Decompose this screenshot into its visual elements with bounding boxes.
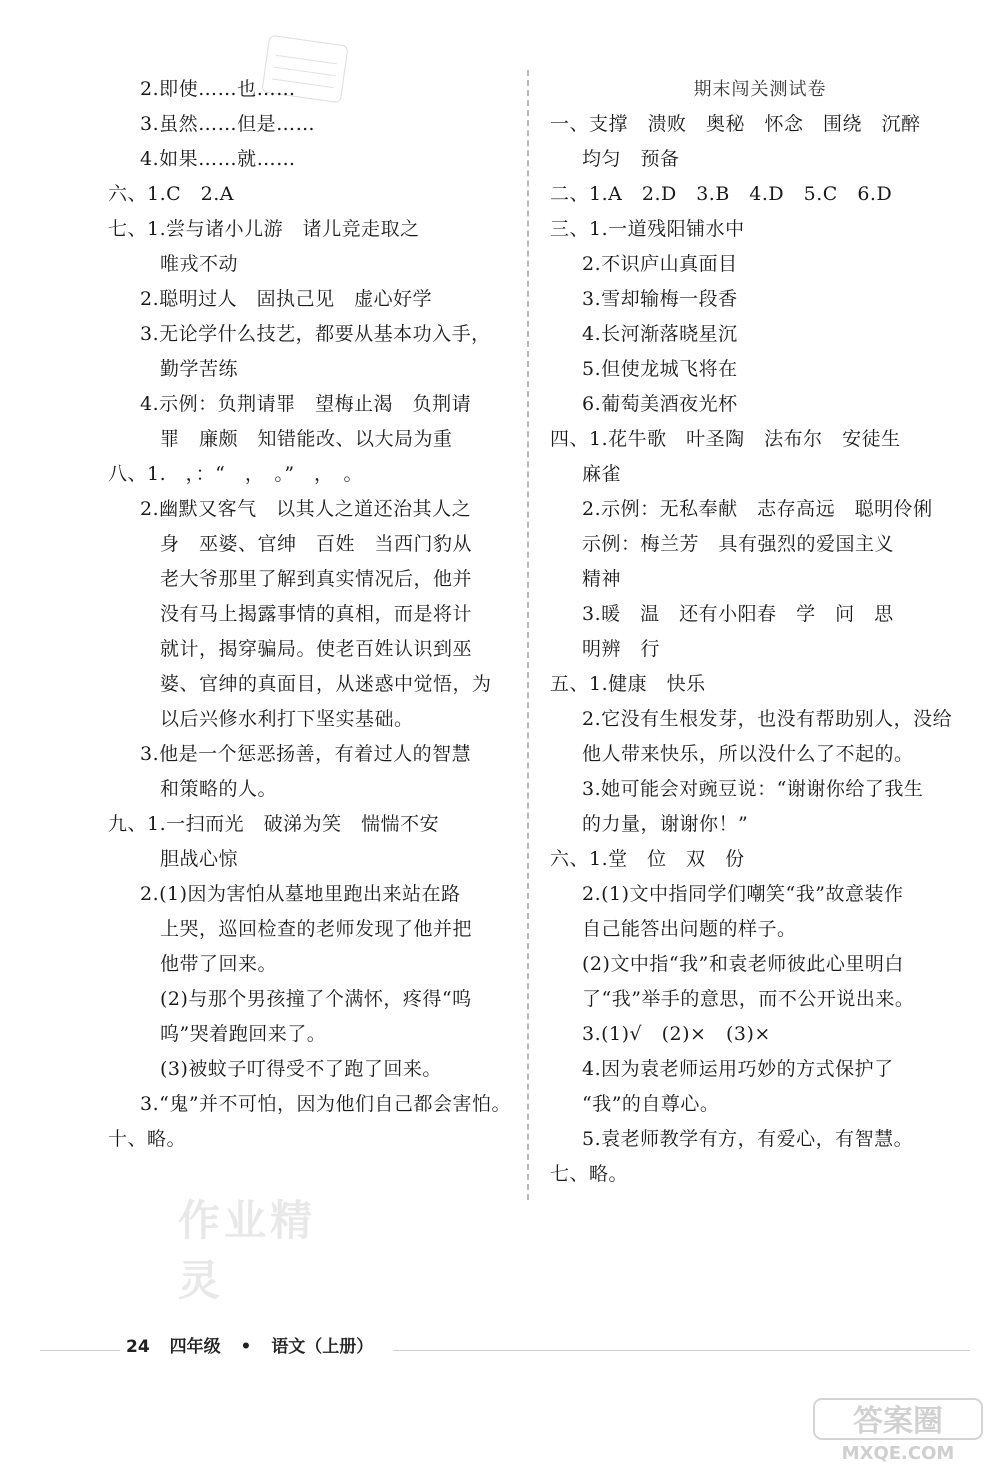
- right-answer-line: 一、支撑 溃败 奥秘 怀念 围绕 沉醉: [550, 113, 921, 135]
- left-answer-line: 勤学苦练: [160, 358, 239, 380]
- right-answer-line: 了“我”举手的意思，而不公开说出来。: [582, 988, 915, 1010]
- right-answer-line: 2.示例：无私奉献 志存高远 聪明伶俐: [582, 498, 933, 520]
- right-answer-line: 的力量，谢谢你！”: [582, 813, 749, 835]
- left-answer-line: 就计，揭穿骗局。使老百姓认识到巫: [160, 638, 473, 660]
- right-answer-line: 三、1.一道残阳铺水中: [550, 218, 745, 240]
- section-title: 期末闯关测试卷: [693, 79, 827, 100]
- left-answer-line: 他带了回来。: [160, 953, 278, 975]
- left-answer-line: 九、1.一扫而光 破涕为笑 惴惴不安: [108, 813, 440, 835]
- footer-label: [120, 1332, 393, 1357]
- right-answer-line: 麻雀: [582, 463, 622, 485]
- page-number: 24: [126, 1337, 150, 1357]
- left-answer-line: 4.示例：负荆请罪 望梅止渴 负荆请: [140, 393, 472, 415]
- left-answer-line: 婆、官绅的真面目，从迷惑中觉悟，为: [160, 673, 492, 695]
- right-answer-line: 四、1.花牛歌 叶圣陶 法布尔 安徒生: [550, 428, 901, 450]
- watermark-logo-icon: [812, 1395, 987, 1465]
- page-footer: [0, 1330, 1000, 1360]
- left-answer-line: 没有马上揭露事情的真相，而是将计: [160, 603, 473, 625]
- left-answer-line: 七、1.尝与诸小儿游 诸儿竞走取之: [108, 218, 420, 240]
- right-answer-line: 3.雪却输梅一段香: [582, 288, 738, 310]
- right-answer-line: 2.(1)文中指同学们嘲笑“我”故意装作: [582, 883, 904, 905]
- left-answer-line: 2.(1)因为害怕从墓地里跑出来站在路: [140, 883, 461, 905]
- left-answer-line: 3.他是一个惩恶扬善，有着过人的智慧: [140, 743, 472, 765]
- left-answer-line: (2)与那个男孩撞了个满怀，疼得“呜: [160, 988, 472, 1010]
- grade-label: 四年级: [169, 1337, 221, 1357]
- right-answer-line: 五、1.健康 快乐: [550, 673, 706, 695]
- left-answer-line: 3.无论学什么技艺，都要从基本功入手，: [140, 323, 491, 345]
- left-answer-line: 身 巫婆、官绅 百姓 当西门豹从: [160, 533, 473, 555]
- left-answer-line: 3.“鬼”并不可怕，因为他们自己都会害怕。: [140, 1093, 512, 1115]
- right-answer-line: 3.(1)√ (2)× (3)×: [582, 1023, 771, 1045]
- left-answer-line: 3.虽然……但是……: [140, 113, 316, 135]
- right-answer-line: 2.它没有生根发芽，也没有帮助别人，没给: [582, 708, 953, 730]
- right-answer-line: 精神: [582, 568, 622, 590]
- right-answer-line: 2.不识庐山真面目: [582, 253, 738, 275]
- right-answer-line: 他人带来快乐，所以没什么了不起的。: [582, 743, 914, 765]
- right-answer-line: 5.但使龙城飞将在: [582, 358, 738, 380]
- left-answer-line: 六、1.C 2.A: [108, 183, 235, 205]
- right-answer-line: 6.葡萄美酒夜光杯: [582, 393, 738, 415]
- watermark-site-text: MXQE.COM: [841, 1443, 955, 1464]
- right-answer-line: 六、1.堂 位 双 份: [550, 848, 745, 870]
- right-answer-line: (2)文中指“我”和袁老师彼此心里明白: [582, 953, 904, 975]
- left-answer-line: 罪 廉颇 知错能改、以大局为重: [160, 428, 453, 450]
- right-answer-line: 3.暖 温 还有小阳春 学 问 思: [582, 603, 894, 625]
- right-answer-line: 自己能答出问题的样子。: [582, 918, 797, 940]
- right-answer-column: [550, 72, 970, 1192]
- right-answer-line: 七、略。: [550, 1163, 629, 1185]
- right-answer-line: 示例：梅兰芳 具有强烈的爱国主义: [582, 533, 895, 555]
- left-answer-line: 2.幽默又客气 以其人之道还治其人之: [140, 498, 472, 520]
- left-answer-line: 十、略。: [108, 1128, 187, 1150]
- left-answer-line: 2.即使……也……: [140, 78, 296, 100]
- column-divider: [527, 70, 529, 1200]
- left-answer-line: 胆战心惊: [160, 848, 239, 870]
- watermark-logo-text: 答案圈: [853, 1404, 943, 1439]
- left-answer-line: 呜”哭着跑回来了。: [160, 1023, 327, 1045]
- left-answer-line: 上哭，巡回检查的老师发现了他并把: [160, 918, 473, 940]
- right-answer-line: “我”的自尊心。: [582, 1093, 720, 1115]
- left-answer-line: (3)被蚊子叮得受不了跑了回来。: [160, 1058, 442, 1080]
- left-answer-line: 老大爷那里了解到真实情况后，他并: [160, 568, 473, 590]
- left-answer-column: [108, 72, 518, 1157]
- right-answer-line: 3.她可能会对豌豆说：“谢谢你给了我生: [582, 778, 924, 800]
- left-answer-line: 八、1. ，：“ ， 。” ， 。: [108, 463, 364, 485]
- right-answer-line: 二、1.A 2.D 3.B 4.D 5.C 6.D: [550, 183, 893, 205]
- left-answer-line: 和策略的人。: [160, 778, 278, 800]
- left-answer-line: 2.聪明过人 固执己见 虚心好学: [140, 288, 433, 310]
- left-answer-line: 以后兴修水利打下坚实基础。: [160, 708, 414, 730]
- subject-label: 语文（上册）: [271, 1337, 374, 1357]
- right-answer-line: 4.因为袁老师运用巧妙的方式保护了: [582, 1058, 894, 1080]
- dot-separator: •: [240, 1337, 252, 1357]
- watermark-text: 作业精灵: [178, 1196, 317, 1305]
- right-answer-line: 明辨 行: [582, 638, 661, 660]
- left-answer-line: 4.如果……就……: [140, 148, 296, 170]
- right-answer-line: 4.长河渐落晓星沉: [582, 323, 738, 345]
- left-answer-line: 唯戎不动: [160, 253, 239, 275]
- right-answer-line: 5.袁老师教学有方，有爱心，有智慧。: [582, 1128, 914, 1150]
- right-answer-line: 均匀 预备: [582, 148, 680, 170]
